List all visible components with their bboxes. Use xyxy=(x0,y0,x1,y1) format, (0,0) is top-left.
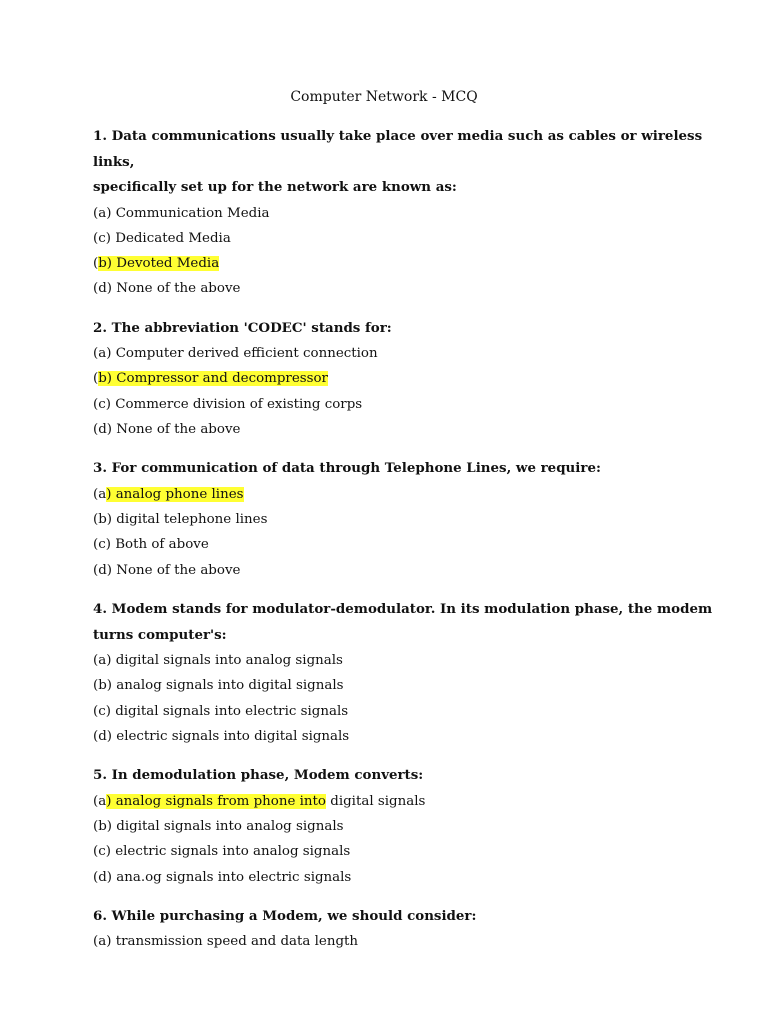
question-text: 1. Data communications usually take place over media such as cables or wireless links, xyxy=(93,128,703,170)
option-text: (a) digital signals into analog signals xyxy=(93,653,343,669)
option-text: (c) Dedicated Media xyxy=(93,230,231,246)
option-text: (d) None of the above xyxy=(93,562,241,578)
option-text: (a) transmission speed and data length xyxy=(93,934,359,950)
answer-option xyxy=(93,648,713,673)
option-text: ( xyxy=(93,256,99,272)
option-text: (d) None of the above xyxy=(93,422,241,438)
answer-option xyxy=(93,814,713,839)
option-text: (c) Both of above xyxy=(93,537,209,553)
question-block xyxy=(93,597,713,749)
answer-option xyxy=(93,673,713,698)
answer-option xyxy=(93,392,713,417)
option-text: (b) digital telephone lines xyxy=(93,512,268,528)
option-text: (d) ana.og signals into electric signals xyxy=(93,869,352,885)
answer-option xyxy=(93,532,713,557)
option-text: (c) digital signals into electric signals xyxy=(93,703,349,719)
answer-option xyxy=(93,341,713,366)
page-title: Computer Network - MCQ xyxy=(290,89,478,105)
answer-option xyxy=(93,724,713,749)
option-text: (b) analog signals into digital signals xyxy=(93,678,344,694)
answer-option xyxy=(93,507,713,532)
answer-option xyxy=(93,201,713,226)
option-text: (d) electric signals into digital signals xyxy=(93,728,350,744)
question-block xyxy=(93,456,713,583)
option-text: (a) Computer derived efficient connection xyxy=(93,346,378,362)
question-text: 4. Modem stands for modulator-demodulator. In its modulation phase, the modem xyxy=(93,601,713,618)
option-text: (a) Communication Media xyxy=(93,205,270,221)
option-text: (c) Commerce division of existing corps xyxy=(93,396,363,412)
question-text: 5. In demodulation phase, Modem converts: xyxy=(93,767,424,784)
answer-option xyxy=(93,251,713,276)
option-text: (c) electric signals into analog signals xyxy=(93,844,351,860)
question-text: 6. While purchasing a Modem, we should consider: xyxy=(93,907,477,924)
answer-option xyxy=(93,482,713,507)
answer-option xyxy=(93,929,713,954)
question-block xyxy=(93,124,713,302)
answer-option xyxy=(93,699,713,724)
option-text: (d) None of the above xyxy=(93,281,241,297)
question-text: 2. The abbreviation 'CODEC' stands for: xyxy=(93,319,392,336)
answer-option xyxy=(93,366,713,391)
highlighted-answer: b) Compressor and decompressor xyxy=(98,371,328,387)
answer-option xyxy=(93,839,713,864)
option-text: (a xyxy=(93,486,107,502)
answer-option xyxy=(93,276,713,301)
option-text: ( xyxy=(93,371,99,387)
question-block xyxy=(93,316,713,443)
question-text: specifically set up for the network are known as: xyxy=(93,179,457,195)
option-text: (b) digital signals into analog signals xyxy=(93,819,344,835)
highlighted-answer: ) analog phone lines xyxy=(106,486,244,502)
answer-option xyxy=(93,789,713,814)
highlighted-answer: ) analog signals from phone into xyxy=(106,793,326,809)
answer-option xyxy=(93,226,713,251)
question-text: 3. For communication of data through Telephone Lines, we require: xyxy=(93,460,601,477)
answer-option xyxy=(93,558,713,583)
option-text: (a xyxy=(93,793,107,809)
question-block xyxy=(93,904,713,955)
question-block xyxy=(93,763,713,890)
answer-option xyxy=(93,417,713,442)
highlighted-answer: b) Devoted Media xyxy=(98,256,220,272)
answer-option xyxy=(93,865,713,890)
option-text: digital signals xyxy=(326,793,426,809)
question-text: turns computer's: xyxy=(93,626,227,643)
question-list xyxy=(93,124,713,969)
